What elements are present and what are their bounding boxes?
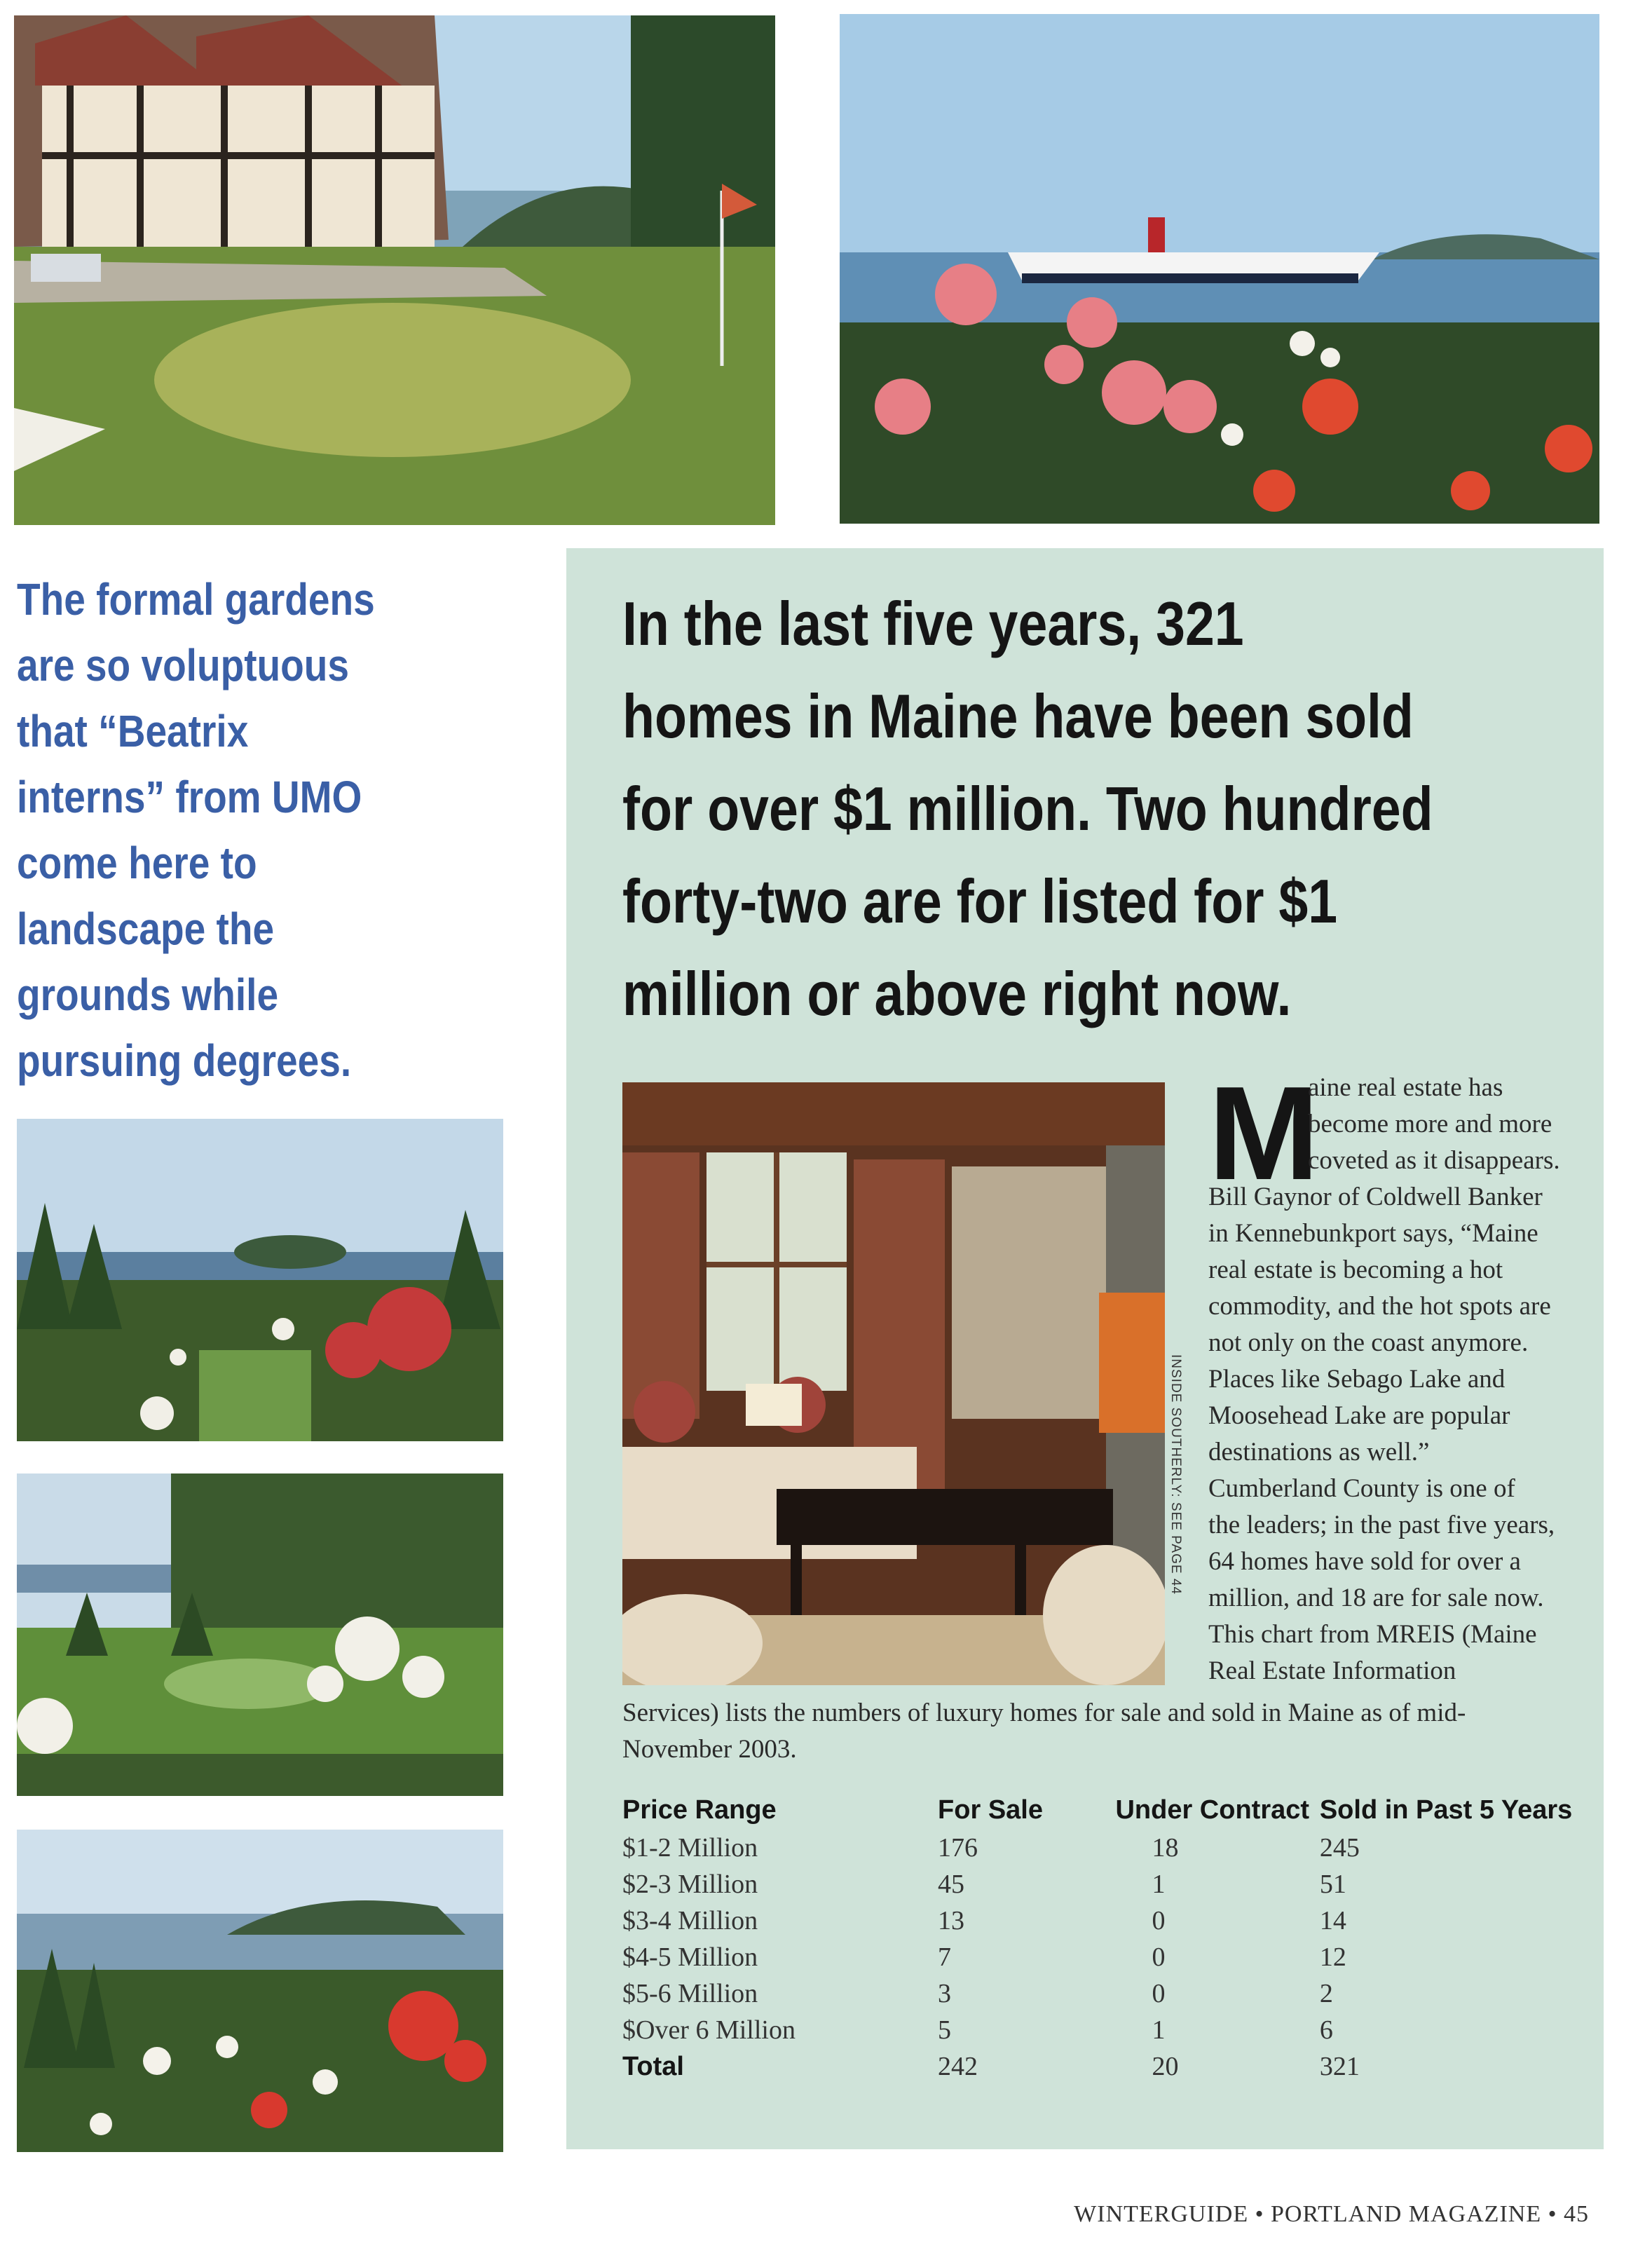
article-line: 64 homes have sold for over a (1208, 1547, 1521, 1576)
pull-quote-line: interns” from UMO (17, 772, 362, 822)
table-row (622, 1830, 1604, 1866)
table-cell: 1 (1152, 2015, 1166, 2045)
article-line: Services) lists the numbers of luxury homes for sale and sold in Maine as of mid- (622, 1699, 1466, 1727)
pull-quote-line: pursuing degrees. (17, 1035, 352, 1086)
table-row (622, 1975, 1604, 2012)
table-cell: $4-5 Million (622, 1942, 758, 1972)
table-cell: 0 (1152, 1906, 1166, 1935)
pull-quote-line: that “Beatrix (17, 706, 249, 756)
table-cell: 18 (1152, 1833, 1179, 1863)
table-cell: 242 (938, 2052, 978, 2081)
table-row (622, 1903, 1604, 1939)
rose-garden-island-photo (17, 1119, 503, 1441)
table-cell: 7 (938, 1942, 952, 1972)
headline-line: In the last five years, 321 (622, 589, 1244, 658)
estate-putting-green-photo (14, 15, 775, 525)
table-cell: 12 (1319, 1942, 1346, 1972)
article-line: not only on the coast anymore. (1208, 1328, 1529, 1357)
table-cell: 321 (1319, 2052, 1360, 2081)
table-cell: $3-4 Million (622, 1906, 758, 1935)
article-line: real estate is becoming a hot (1208, 1255, 1503, 1284)
table-cell: 2 (1319, 1979, 1333, 2008)
column-header: Price Range (622, 1795, 777, 1825)
table-header-row (622, 1790, 1604, 1830)
article-line: Real Estate Information (1208, 1656, 1456, 1685)
table-row (622, 1939, 1604, 1975)
page-footer: WINTERGUIDE • PORTLAND MAGAZINE • 45 (1074, 2201, 1589, 2227)
headline-line: forty-two are for listed for $1 (622, 866, 1338, 936)
pull-quote-line: grounds while (17, 969, 279, 1020)
article-line: Moosehead Lake are popular (1208, 1401, 1510, 1430)
table-total-row (622, 2048, 1604, 2085)
article-line: destinations as well.” (1208, 1438, 1430, 1466)
table-cell: 14 (1319, 1906, 1346, 1935)
table-cell: $5-6 Million (622, 1979, 758, 2008)
article-column (1208, 1179, 1555, 1689)
article-line: This chart from MREIS (Maine (1208, 1620, 1537, 1649)
headline (622, 578, 1497, 1040)
article-line: the leaders; in the past five years, (1208, 1511, 1555, 1539)
pull-quote-line: come here to (17, 838, 257, 888)
table-cell: 13 (938, 1906, 965, 1935)
table-row (622, 1866, 1604, 1903)
headline-line: for over $1 million. Two hundred (622, 774, 1433, 843)
table-cell: 5 (938, 2015, 952, 2045)
pull-quote-line: The formal gardens (17, 574, 375, 625)
formal-garden-lawn-photo (17, 1473, 503, 1796)
living-room-photo (622, 1082, 1165, 1685)
table-cell: 0 (1152, 1942, 1166, 1972)
table-cell: $Over 6 Million (622, 2015, 796, 2045)
table-cell: 6 (1319, 2015, 1333, 2045)
photo-credit-line: INSIDE SOUTHERLY: SEE PAGE 44 (1168, 1354, 1183, 1595)
headline-line: homes in Maine have been sold (622, 681, 1414, 751)
table-cell: 245 (1319, 1833, 1360, 1863)
article-intro (1308, 1070, 1560, 1179)
column-header: Under Contract (1115, 1795, 1310, 1825)
article-line: become more and more (1308, 1110, 1552, 1138)
column-header: For Sale (938, 1795, 1043, 1825)
drop-cap: M (1208, 1059, 1320, 1208)
article-continuation (622, 1695, 1466, 1768)
luxury-homes-table (622, 1790, 1604, 2085)
pull-quote (17, 566, 439, 1094)
table-row (622, 2012, 1604, 2048)
article-line: commodity, and the hot spots are (1208, 1292, 1551, 1321)
article-line: Cumberland County is one of (1208, 1474, 1515, 1503)
pull-quote-line: are so voluptuous (17, 640, 350, 690)
column-header: Sold in Past 5 Years (1319, 1795, 1573, 1825)
article-line: in Kennebunkport says, “Maine (1208, 1219, 1538, 1248)
table-cell: 45 (938, 1870, 965, 1899)
table-cell: 176 (938, 1833, 978, 1863)
pull-quote-line: landscape the (17, 904, 275, 954)
table-cell: 0 (1152, 1979, 1166, 2008)
article-panel (566, 548, 1604, 2149)
table-cell: $2-3 Million (622, 1870, 758, 1899)
table-cell: 3 (938, 1979, 952, 2008)
table-cell: $1-2 Million (622, 1833, 758, 1863)
flower-beds-bay-photo (17, 1830, 503, 2152)
cruise-ship-roses-photo (840, 14, 1599, 524)
table-cell: 1 (1152, 1870, 1166, 1899)
article-line: November 2003. (622, 1735, 797, 1764)
table-cell: 51 (1319, 1870, 1346, 1899)
article-line: aine real estate has (1308, 1073, 1503, 1102)
article-line: million, and 18 are for sale now. (1208, 1584, 1544, 1612)
table-cell: 20 (1152, 2052, 1179, 2081)
headline-line: million or above right now. (622, 959, 1292, 1028)
article-line: coveted as it disappears. (1308, 1146, 1560, 1175)
table-cell: Total (622, 2051, 684, 2081)
article-line: Bill Gaynor of Coldwell Banker (1208, 1183, 1543, 1211)
article-line: Places like Sebago Lake and (1208, 1365, 1506, 1394)
